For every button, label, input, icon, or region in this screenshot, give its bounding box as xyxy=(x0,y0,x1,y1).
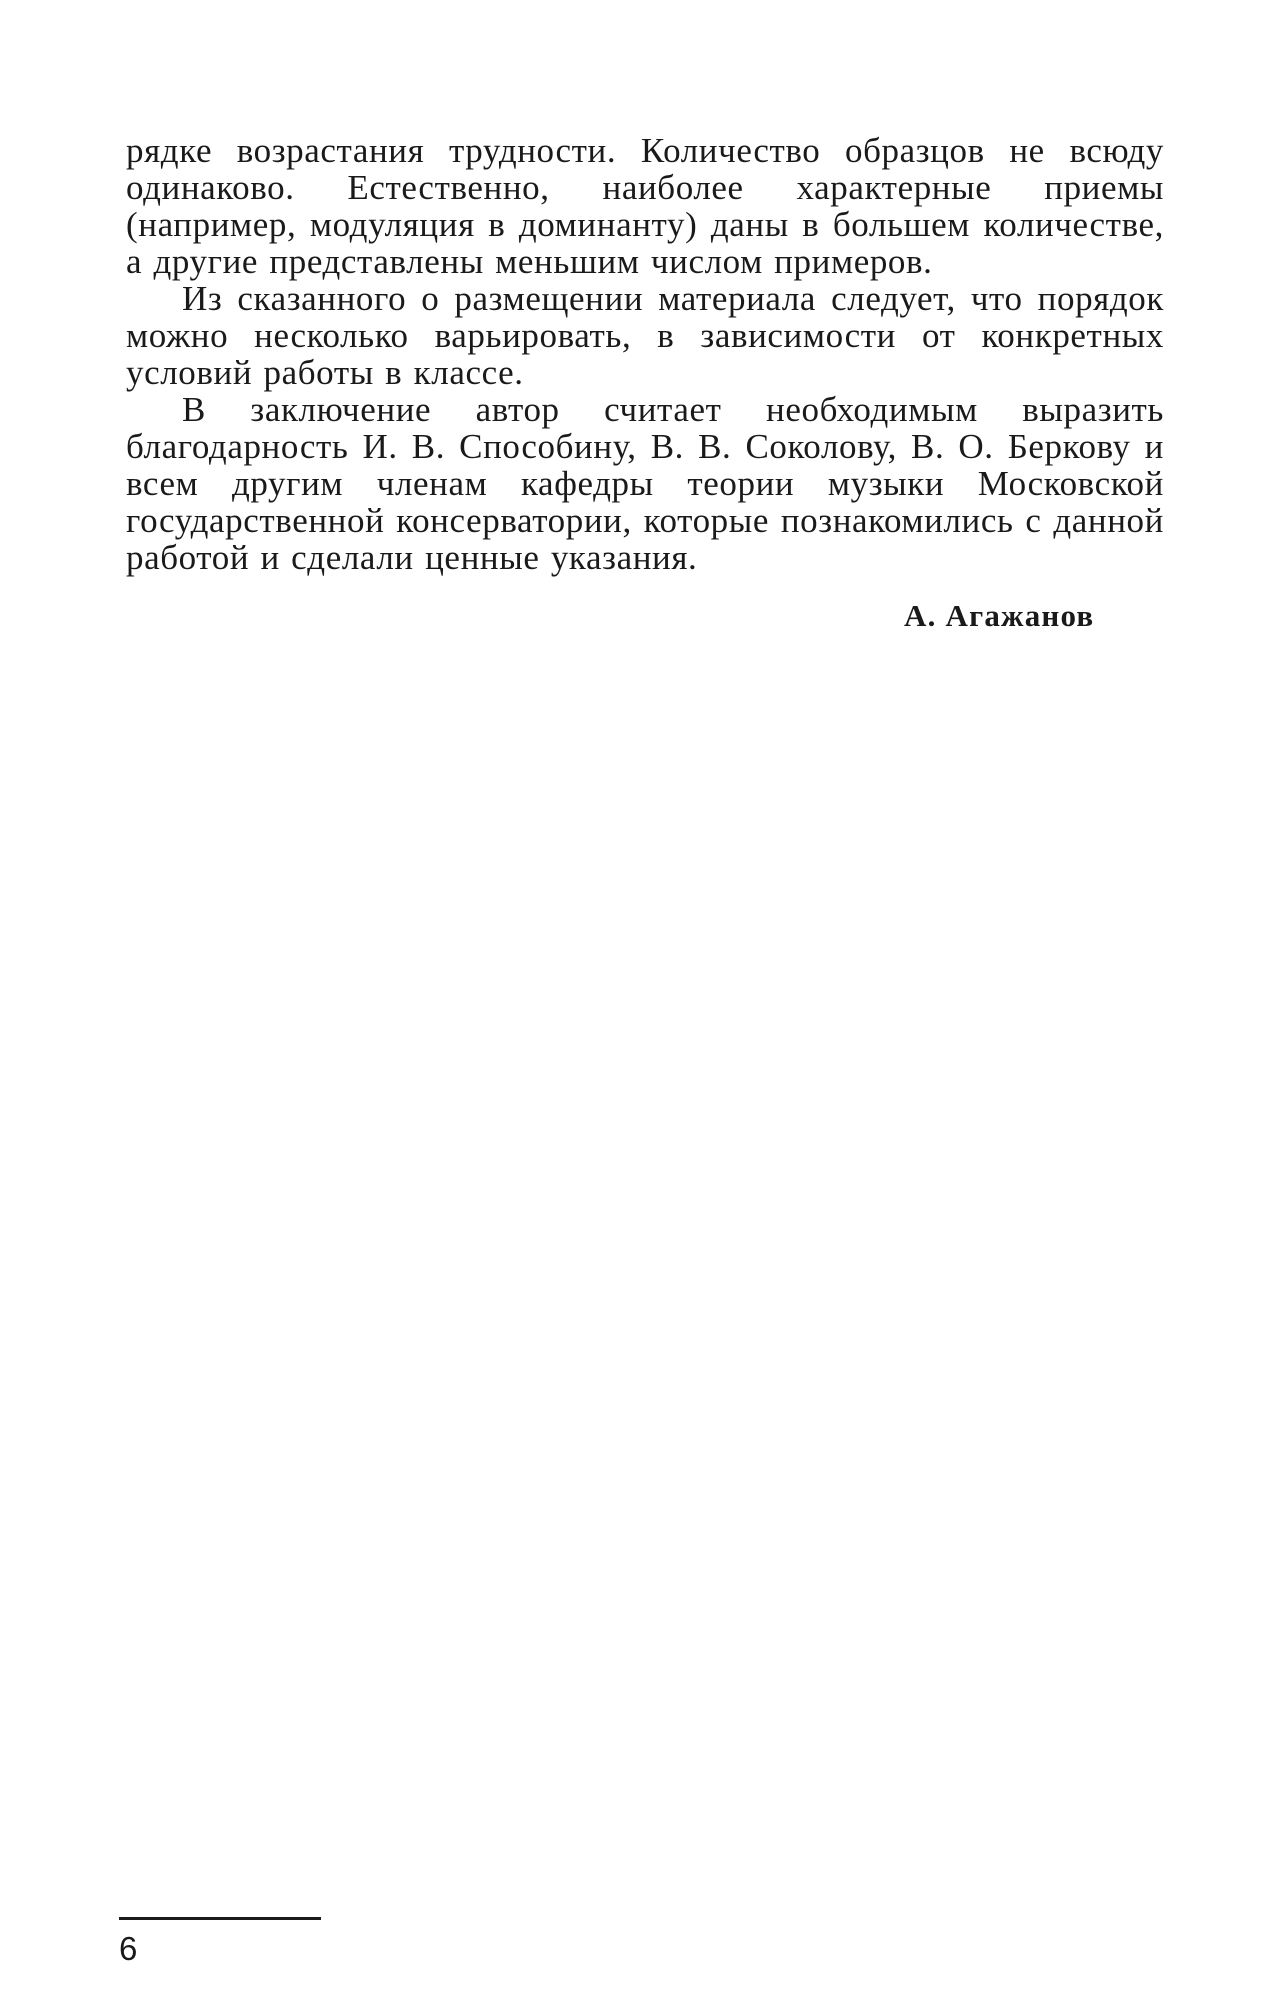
paragraph-material-order: Из сказанного о размещении материала следует, что порядок можно несколько варьировать, в зависимости от конкретных условий работы в классе. xyxy=(126,279,1164,392)
footer-divider xyxy=(119,1917,321,1920)
paragraph-acknowledgements: В заключение автор считает необходимым выразить благодарность И. В. Способину, В. В. Соколову, В. О. Беркову и всем другим членам кафедры теории музыки Московской государственной консерватории, которые познакомились с данной работой и сделали ценные указания. xyxy=(126,390,1164,577)
author-signature: А. Агажанов xyxy=(904,598,1095,633)
page-number: 6 xyxy=(119,1930,138,1967)
page-body xyxy=(126,132,1164,576)
paragraph-continuation: рядке возрастания трудности. Количество образцов не всюду одинаково. Естественно, наиболее характерные приемы (например, модуляция в доминанту) даны в большем количестве, а другие представлены меньшим числом примеров. xyxy=(126,131,1164,281)
